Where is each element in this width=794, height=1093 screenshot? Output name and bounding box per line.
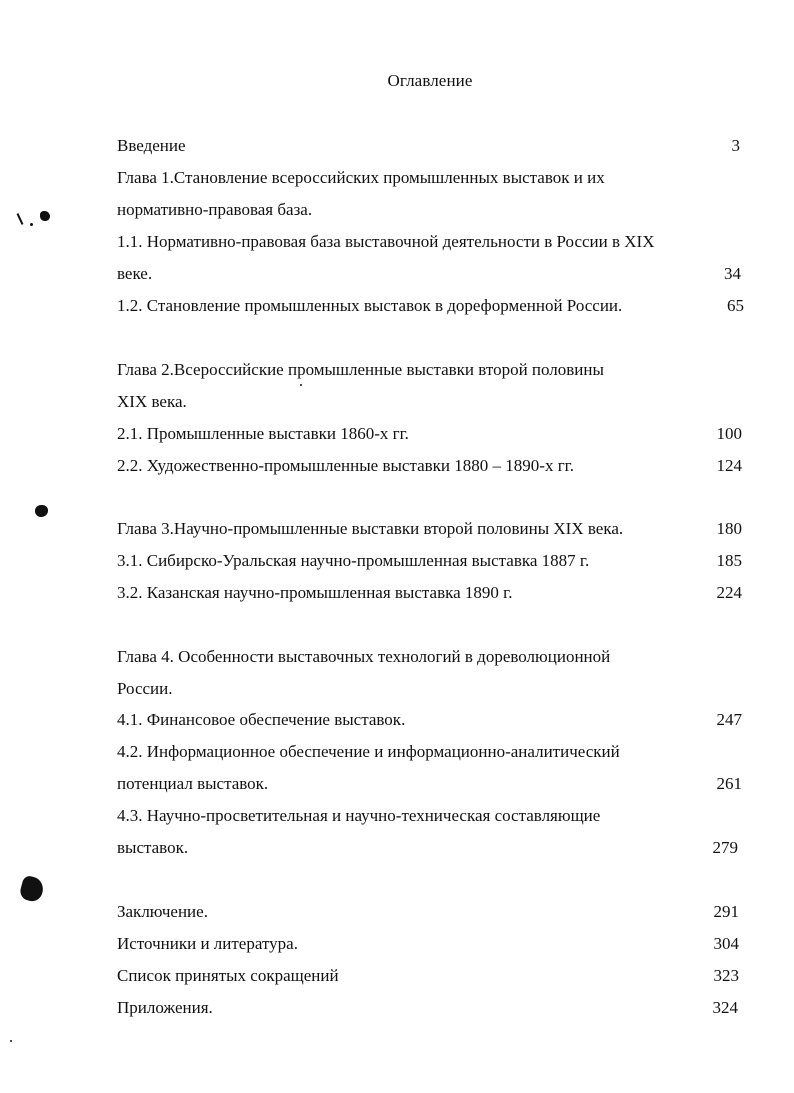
toc-entry-4-2-line-1: 4.2. Информационное обеспечение и информационно-аналитический	[117, 742, 620, 761]
toc-entry-chapter-2-line-1: Глава 2.Всероссийские промышленные выставки второй половины	[117, 360, 604, 379]
toc-entry-2-2: 2.2. Художественно-промышленные выставки 1880 – 1890-х гг.	[117, 456, 574, 475]
page-number: 185	[716, 551, 742, 570]
scan-artifact	[300, 384, 302, 386]
page-number: 304	[713, 934, 739, 953]
page-number: 224	[716, 583, 742, 602]
page-number: 100	[716, 424, 742, 443]
scan-artifact	[10, 1040, 12, 1042]
scan-artifact	[40, 211, 50, 221]
page-number: 261	[716, 774, 742, 793]
toc-entry-abbreviations: Список принятых сокращений	[117, 966, 339, 985]
toc-entry-1-1-line-1: 1.1. Нормативно-правовая база выставочной деятельности в России в XIX	[117, 232, 655, 251]
page-number: 324	[712, 998, 738, 1017]
scan-artifact	[18, 875, 45, 904]
toc-entry-appendices: Приложения.	[117, 998, 213, 1017]
page-number: 3	[731, 136, 740, 155]
toc-entry-4-2-line-2: потенциал выставок.	[117, 774, 269, 793]
page-number: 291	[713, 902, 739, 921]
toc-entry-4-1: 4.1. Финансовое обеспечение выставок.	[117, 710, 406, 729]
page-number: 65	[727, 296, 744, 315]
toc-entry-conclusion: Заключение.	[117, 902, 208, 921]
toc-entry-introduction: Введение	[117, 136, 186, 155]
page-number: 34	[724, 264, 741, 283]
toc-entry-chapter-4-line-2: России.	[117, 679, 173, 698]
toc-entry-4-3-line-2: выставок.	[117, 838, 189, 857]
scan-artifact	[30, 223, 33, 226]
toc-entry-chapter-1-line-2: нормативно-правовая база.	[117, 200, 313, 219]
toc-entry-chapter-2-line-2: XIX века.	[117, 392, 187, 411]
toc-entry-chapter-3: Глава 3.Научно-промышленные выставки второй половины XIX века.	[117, 519, 624, 538]
toc-entry-2-1: 2.1. Промышленные выставки 1860-х гг.	[117, 424, 409, 443]
page-number: 323	[713, 966, 739, 985]
page-number: 124	[716, 456, 742, 475]
toc-entry-chapter-4-line-1: Глава 4. Особенности выставочных технологий в дореволюционной	[117, 647, 611, 666]
toc-entry-1-2: 1.2. Становление промышленных выставок в дореформенной России.	[117, 296, 623, 315]
scan-artifact	[35, 505, 48, 517]
toc-entry-chapter-1-line-1: Глава 1.Становление всероссийских промышленных выставок и их	[117, 168, 605, 187]
toc-entry-sources: Источники и литература.	[117, 934, 298, 953]
toc-entry-3-2: 3.2. Казанская научно-промышленная выставка 1890 г.	[117, 583, 513, 602]
toc-entry-3-1: 3.1. Сибирско-Уральская научно-промышленная выставка 1887 г.	[117, 551, 590, 570]
page-number: 180	[716, 519, 742, 538]
toc-entry-1-1-line-2: веке.	[117, 264, 153, 283]
toc-entry-4-3-line-1: 4.3. Научно-просветительная и научно-техническая составляющие	[117, 806, 601, 825]
page-number: 247	[716, 710, 742, 729]
scan-artifact	[17, 213, 24, 225]
page-number: 279	[712, 838, 738, 857]
page-title: Оглавление	[387, 71, 473, 90]
